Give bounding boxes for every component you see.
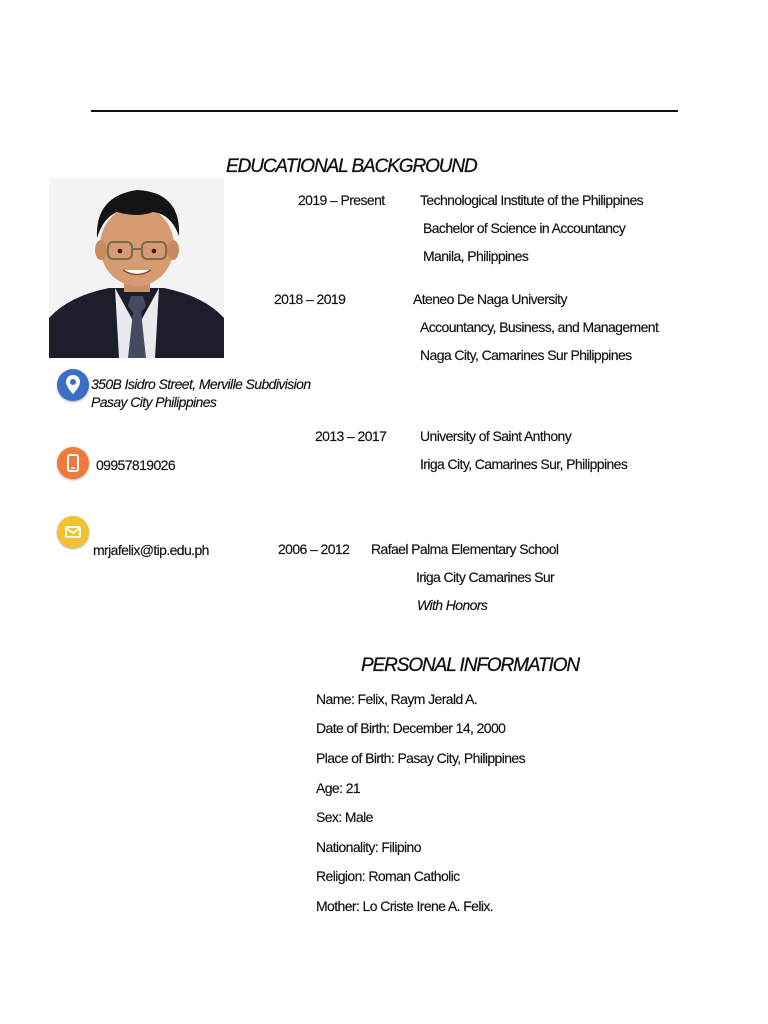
education-location: Naga City, Camarines Sur Philippines	[420, 347, 632, 363]
personal-sex: Sex: Male	[316, 809, 373, 825]
education-location: Iriga City Camarines Sur	[416, 569, 555, 585]
envelope-icon	[57, 516, 89, 548]
education-school: Rafael Palma Elementary School	[371, 541, 559, 557]
personal-nationality: Nationality: Filipino	[316, 839, 421, 855]
education-years: 2006 – 2012	[278, 541, 350, 557]
personal-religion: Religion: Roman Catholic	[316, 868, 460, 884]
address-line-2: Pasay City Philippines	[91, 394, 217, 410]
education-location: Manila, Philippines	[423, 248, 529, 264]
email-address: mrjafelix@tip.edu.ph	[93, 542, 209, 558]
education-honors: With Honors	[417, 597, 488, 613]
education-years: 2018 – 2019	[274, 291, 346, 307]
address-line-1: 350B Isidro Street, Merville Subdivision	[91, 376, 311, 392]
phone-number: 09957819026	[96, 457, 176, 473]
education-heading: EDUCATIONAL BACKGROUND	[226, 156, 477, 177]
personal-name: Name: Felix, Raym Jerald A.	[316, 691, 478, 707]
personal-birthdate: Date of Birth: December 14, 2000	[316, 720, 506, 736]
personal-birthplace: Place of Birth: Pasay City, Philippines	[316, 750, 526, 766]
top-divider	[91, 110, 678, 112]
location-pin-icon	[57, 369, 89, 401]
education-years: 2013 – 2017	[315, 428, 387, 444]
personal-mother: Mother: Lo Criste Irene A. Felix.	[316, 898, 494, 914]
personal-age: Age: 21	[316, 780, 361, 796]
education-location: Iriga City, Camarines Sur, Philippines	[420, 456, 628, 472]
education-detail: Accountancy, Business, and Management	[420, 319, 659, 335]
education-school: Ateneo De Naga University	[413, 291, 567, 307]
personal-heading: PERSONAL INFORMATION	[361, 655, 579, 676]
education-school: University of Saint Anthony	[420, 428, 572, 444]
phone-icon	[57, 447, 89, 479]
profile-photo	[49, 178, 224, 358]
education-school: Technological Institute of the Philippines	[420, 192, 644, 208]
education-years: 2019 – Present	[298, 192, 385, 208]
education-detail: Bachelor of Science in Accountancy	[423, 220, 626, 236]
